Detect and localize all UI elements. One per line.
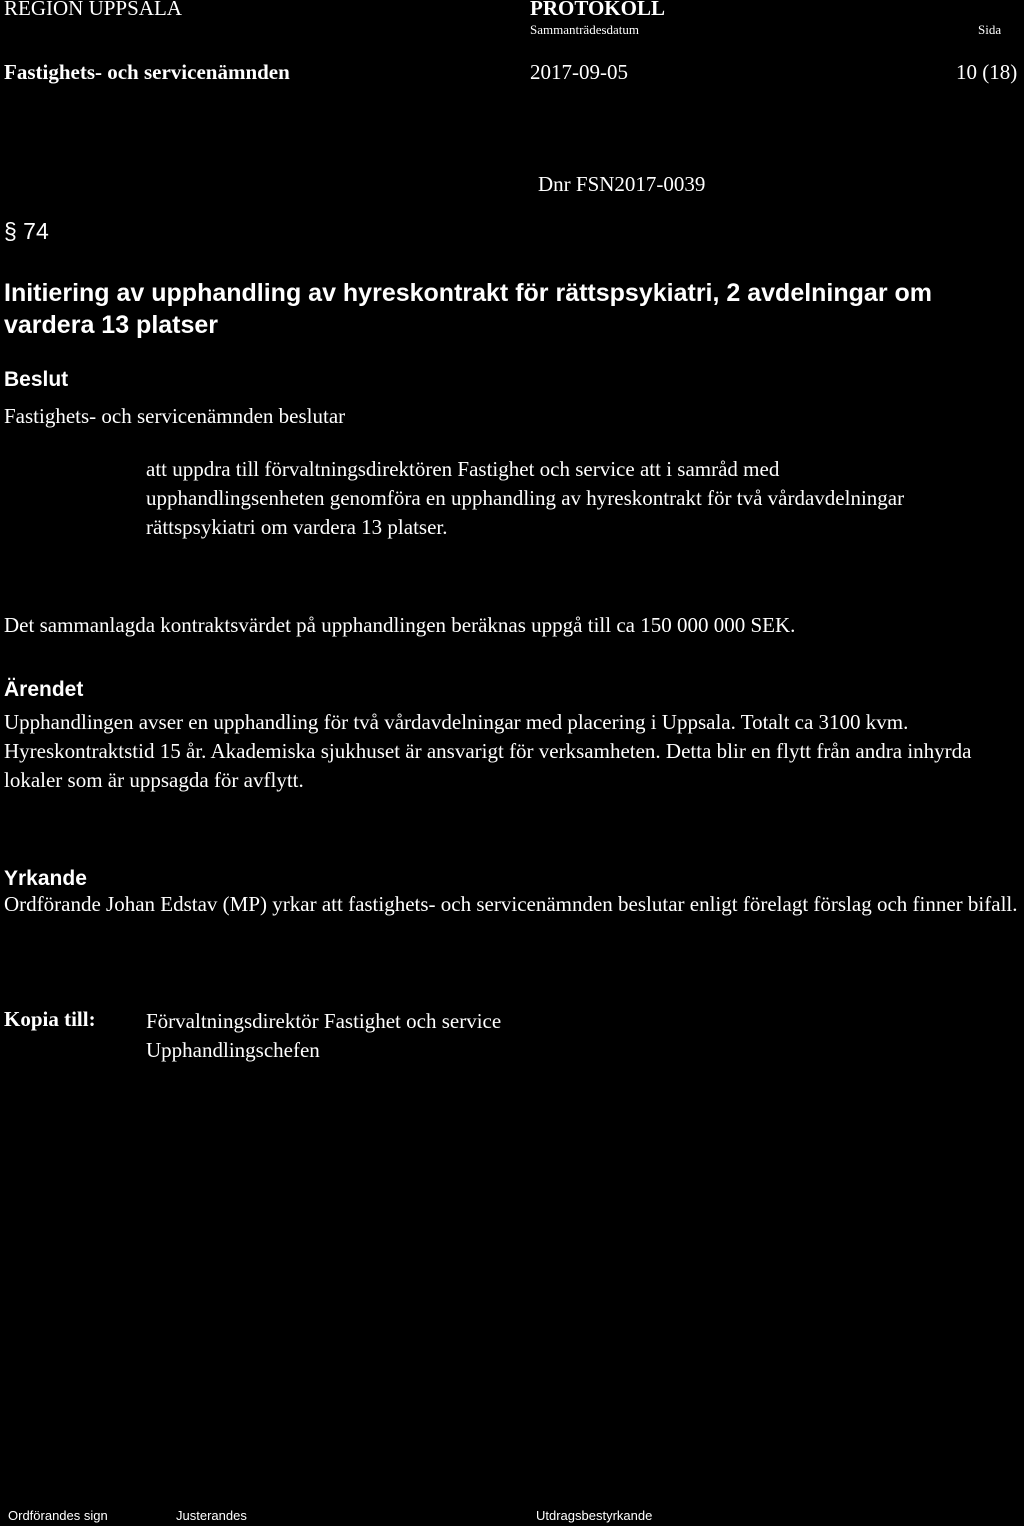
copy-recipient: Förvaltningsdirektör Fastighet och service (146, 1009, 502, 1033)
decision-lead: Fastighets- och servicenämnden beslutar (4, 404, 346, 428)
claim-heading: Yrkande (4, 867, 87, 890)
claim-text: Ordförande Johan Edstav (MP) yrkar att fastighets- och servicenämnden beslutar enligt förelagt förslag och finner bifall. (4, 892, 1018, 916)
page-label: Sida (978, 22, 1002, 37)
matter-text: Upphandlingen avser en upphandling för två vårdavdelningar med placering i Uppsala. Totalt ca 3100 kvm. Hyreskontraktstid 15 år. Akademiska sjukhuset är ansvarigt för verksamheten. Detta blir en flytt från andra inhyrda lokaler som är uppsagda för avflytt. (4, 710, 972, 792)
certifier-label: Utdragsbestyrkande (536, 1508, 653, 1523)
matter-heading: Ärendet (4, 678, 84, 701)
adjusters-label: Justerandes (176, 1508, 247, 1523)
case-title: Initiering av upphandling av hyreskontrakt för rättspsykiatri, 2 avdelningar om vardera 13 platser (4, 279, 933, 339)
copy-recipients (146, 1007, 501, 1065)
document-type: PROTOKOLL (530, 0, 665, 20)
page-number: 10 (18) (956, 60, 1018, 84)
copy-recipient: Upphandlingschefen (146, 1038, 320, 1062)
committee-name: Fastighets- och servicenämnden (4, 60, 290, 84)
organization-name: REGION UPPSALA (4, 0, 182, 20)
meeting-date: 2017-09-05 (530, 60, 628, 84)
paragraph-number: § 74 (4, 218, 49, 244)
decision-text: att uppdra till förvaltningsdirektören Fastighet och service att i samråd med upphandlingsenheten genomföra en upphandling av hyreskontrakt för två vårdavdelningar rättspsykiatri om vardera 13 platser. (146, 457, 905, 539)
case-number: Dnr FSN2017-0039 (538, 172, 706, 196)
contract-value: Det sammanlagda kontraktsvärdet på upphandlingen beräknas uppgå till ca 150 000 000 SEK. (4, 613, 796, 637)
chair-signature-label: Ordförandes sign (8, 1508, 108, 1523)
decision-heading: Beslut (4, 368, 69, 391)
copy-label: Kopia till: (4, 1007, 96, 1031)
meeting-date-label: Sammanträdesdatum (530, 22, 640, 37)
